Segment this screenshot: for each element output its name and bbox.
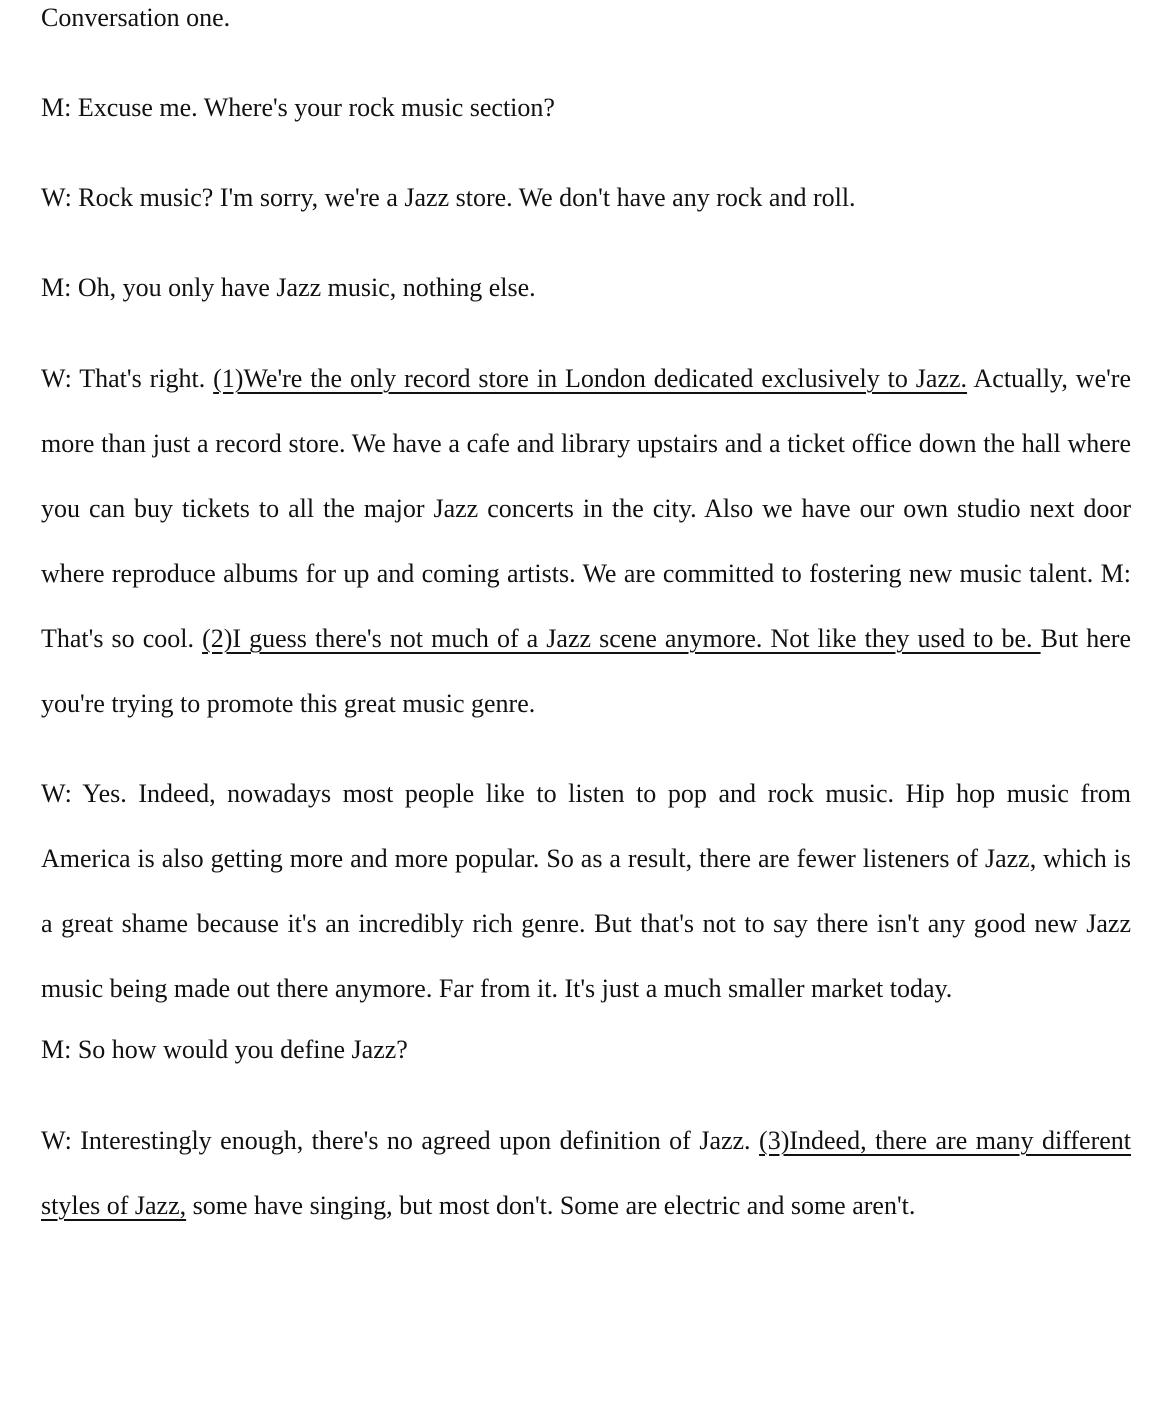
document-page: [41, 0, 1131, 1263]
dialogue-line-w1: W: Rock music? I'm sorry, we're a Jazz store. We don't have any rock and roll.: [41, 183, 856, 212]
paragraph-text: W: That's right.: [41, 364, 214, 393]
paragraph-text: Actually, we're more than just a record store. We have a cafe and library upstairs and a ticket office down the hall where you can buy tickets to all the major Jazz concerts in the city. Also we have our own studio next door where reproduce albums for up and coming artists. We are committed to fostering new music talent. M: That's so cool.: [41, 364, 1131, 653]
underlined-answer-2: (2)I guess there's not much of a Jazz scene anymore. Not like they used to be.: [202, 624, 1041, 653]
dialogue-paragraph-w4: [41, 1108, 1131, 1238]
dialogue-line-m1: M: Excuse me. Where's your rock music section?: [41, 93, 555, 122]
dialogue-paragraph-w3: W: Yes. Indeed, nowadays most people like to listen to pop and rock music. Hip hop music from America is also getting more and more popular. So as a result, there are fewer listeners of Jazz, which is a great shame because it's an incredibly rich genre. But that's not to say there isn't any good new Jazz music being made out there anymore. Far from it. It's just a much smaller market today.: [41, 779, 1131, 1003]
dialogue-line-m2: M: Oh, you only have Jazz music, nothing else.: [41, 273, 536, 302]
conversation-heading: Conversation one.: [41, 3, 231, 32]
dialogue-paragraph-w2: [41, 346, 1131, 736]
underlined-answer-1: (1)We're the only record store in London dedicated exclusively to Jazz.: [213, 364, 968, 393]
paragraph-text: But here you're trying to promote this great music genre.: [41, 624, 1131, 718]
paragraph-text: W: Interestingly enough, there's no agreed upon definition of Jazz.: [41, 1126, 760, 1155]
underlined-answer-3: (3)Indeed, there are many different styles of Jazz,: [41, 1126, 1131, 1220]
dialogue-line-m3: M: So how would you define Jazz?: [41, 1035, 408, 1064]
paragraph-text: some have singing, but most don't. Some are electric and some aren't.: [186, 1191, 916, 1220]
